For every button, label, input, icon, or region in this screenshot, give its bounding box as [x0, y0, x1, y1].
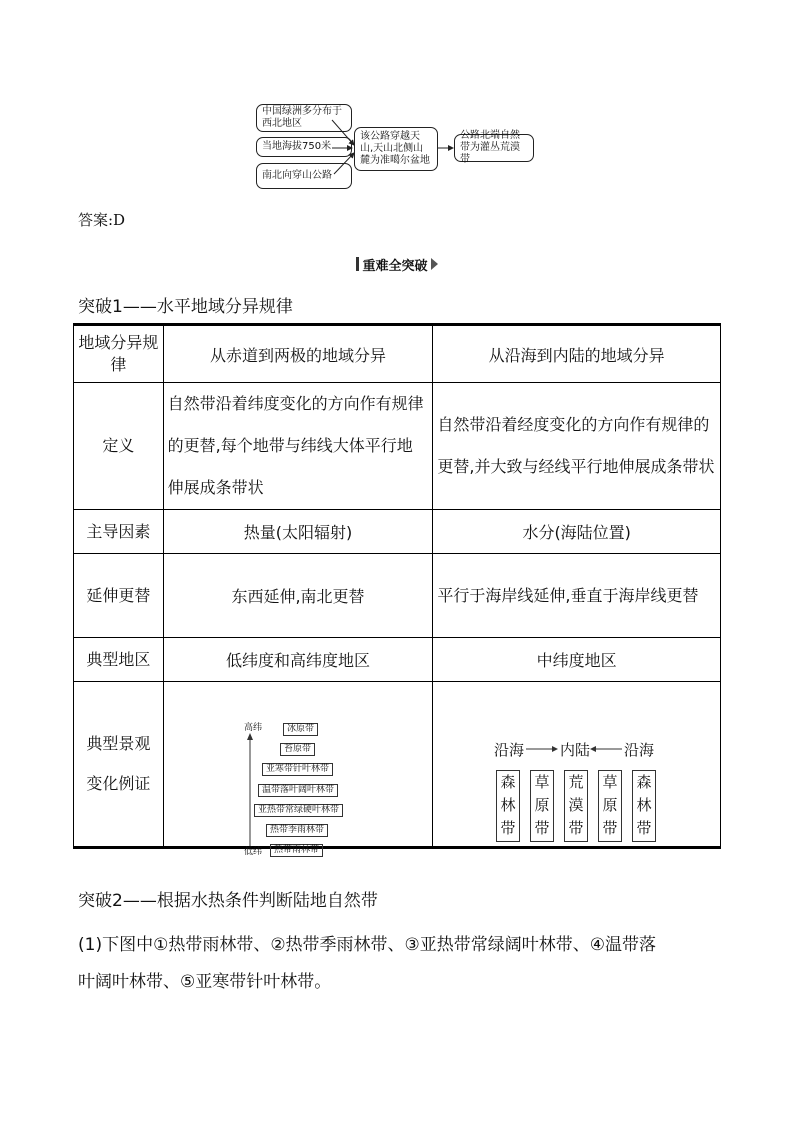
lat-zone: 亚寒带针叶林带 [262, 763, 333, 776]
header-cell: 从沿海到内陆的地域分异 [433, 325, 721, 383]
lat-top-label: 高纬 [244, 723, 263, 733]
header-cell: 地域分异规律 [74, 325, 164, 383]
table-row [74, 638, 721, 682]
lon-label-coast-left: 沿海 [494, 741, 525, 759]
row-label: 定义 [74, 383, 164, 510]
header-cell: 从赤道到两极的地域分异 [163, 325, 433, 383]
lon-zone: 草原带 [598, 770, 622, 842]
table-cell: 自然带沿着经度变化的方向作有规律的更替,并大致与经线平行地伸展成条带状 [433, 383, 721, 510]
lon-zone: 草原带 [530, 770, 554, 842]
table-row [74, 510, 721, 554]
lat-zone: 冰原带 [283, 723, 318, 736]
section-banner [338, 254, 456, 274]
arrow-road [334, 153, 354, 174]
paragraph-line: (1)下图中①热带雨林带、②热带季雨林带、③亚热带常绿阔叶林带、④温带落 [78, 935, 657, 955]
table-row [74, 383, 721, 510]
lon-arrows [492, 738, 672, 762]
table-cell: 平行于海岸线延伸,垂直于海岸线更替 [433, 554, 721, 638]
row-label: 延伸更替 [74, 554, 164, 638]
flow-box-middle: 该公路穿越天山,天山北侧山麓为准噶尔盆地 [354, 127, 438, 171]
banner-arrow-icon [431, 258, 438, 270]
table-row [74, 554, 721, 638]
arrow-oasis [332, 120, 354, 145]
lat-zone: 热带季雨林带 [266, 824, 328, 837]
lon-zone: 森林带 [632, 770, 656, 842]
flowchart-arrows [0, 0, 794, 200]
row-label: 典型景观变化例证 [74, 682, 164, 848]
lat-bottom-label: 低纬 [244, 847, 263, 857]
lat-zone: 热带雨林带 [270, 844, 323, 857]
flow-box-altitude: 当地海拔750米 [256, 137, 352, 157]
table-cell: 自然带沿着纬度变化的方向作有规律的更替,每个地带与纬线大体平行地伸展成条带状 [163, 383, 433, 510]
lon-zone: 荒漠带 [564, 770, 588, 842]
table-cell: 低纬度和高纬度地区 [163, 638, 433, 682]
lat-diagram [240, 714, 410, 864]
lat-zone: 亚热带常绿硬叶林带 [254, 804, 343, 817]
section2-heading: 突破2——根据水热条件判断陆地自然带 [78, 891, 378, 911]
table-cell: 水分(海陆位置) [433, 510, 721, 554]
table-cell: 热量(太阳辐射) [163, 510, 433, 554]
table-cell: 东西延伸,南北更替 [163, 554, 433, 638]
lat-zone: 苔原带 [280, 743, 315, 756]
row-label: 典型地区 [74, 638, 164, 682]
lon-diagram [492, 738, 672, 848]
flow-box-road: 南北向穿山公路 [256, 163, 352, 189]
banner-title: 重难全突破 [362, 258, 428, 274]
lat-zone: 温带落叶阔叶林带 [258, 784, 338, 797]
lon-label-inland: 内陆 [560, 741, 591, 759]
row-label: 主导因素 [74, 510, 164, 554]
section1-heading: 突破1——水平地域分异规律 [78, 297, 293, 317]
flow-box-oasis: 中国绿洲多分布于西北地区 [256, 104, 352, 132]
table-row [74, 325, 721, 383]
paragraph-line: 叶阔叶林带、⑤亚寒带针叶林带。 [78, 972, 332, 992]
answer: 答案:D [78, 211, 126, 229]
banner-bar [356, 257, 359, 271]
flow-box-result: 公路北端自然带为灌丛荒漠带 [454, 134, 534, 162]
table-cell: 中纬度地区 [433, 638, 721, 682]
lon-zone: 森林带 [496, 770, 520, 842]
lon-label-coast-right: 沿海 [624, 741, 655, 759]
